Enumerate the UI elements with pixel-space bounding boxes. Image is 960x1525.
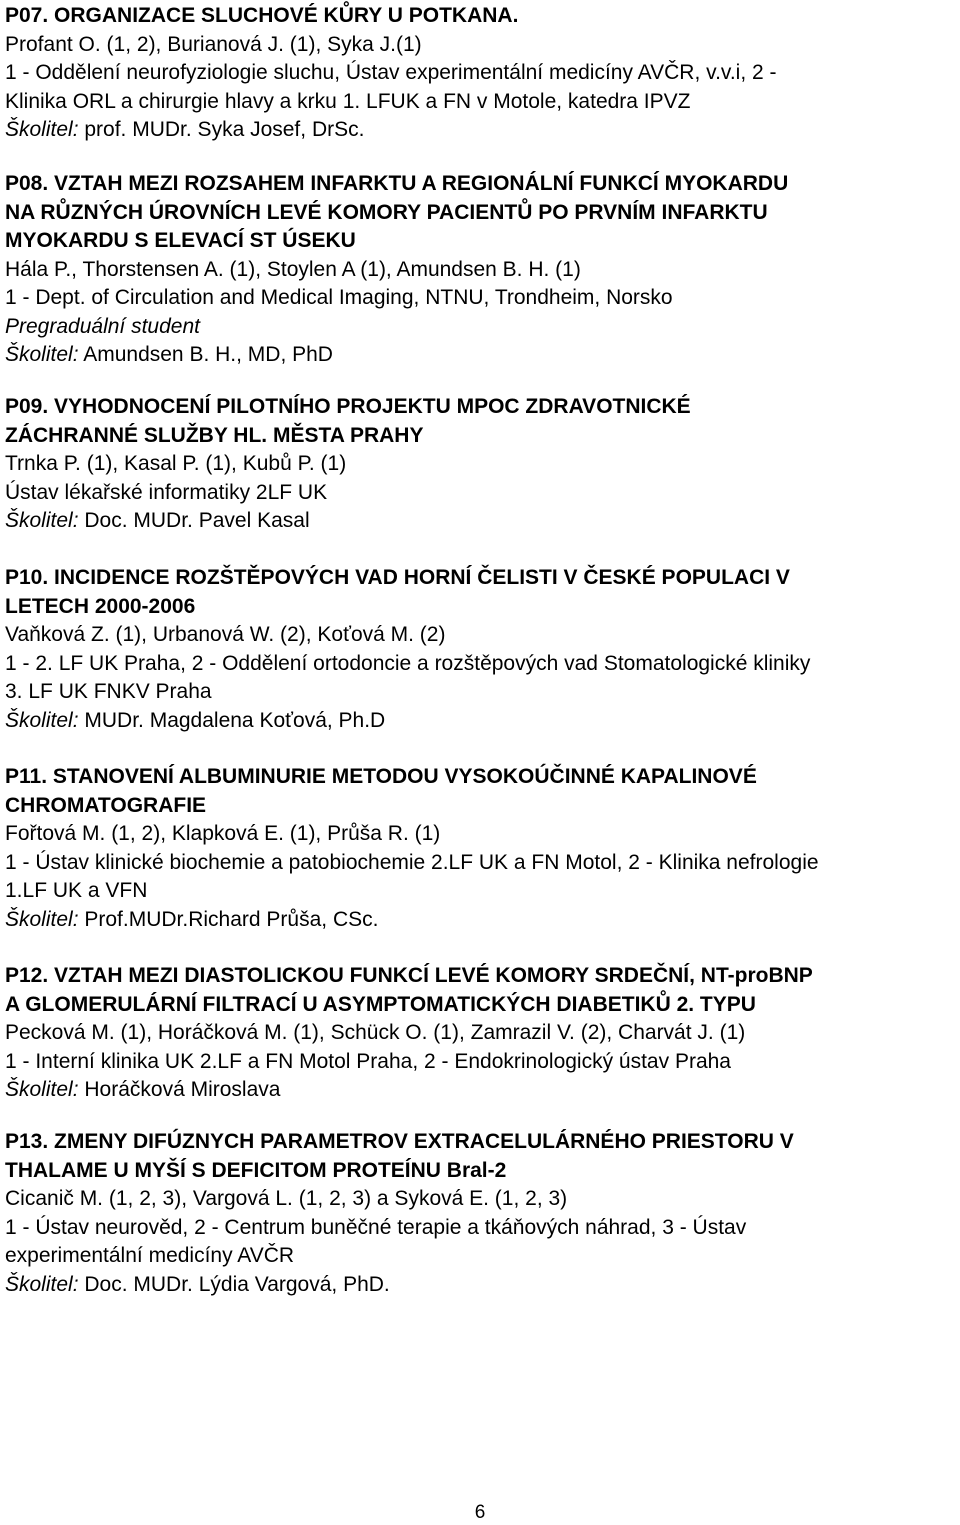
abstract-entry-p13: [5, 1128, 960, 1299]
entry-title-line: ZMENY DIFÚZNYCH PARAMETROV EXTRACELULÁRNÉHO PRIESTORU V: [54, 1130, 794, 1153]
entry-title: [5, 170, 960, 199]
entry-affiliation-line: 1 - Oddělení neurofyziologie sluchu, Ústav experimentální medicíny AVČR, v.v.i, 2 -: [5, 61, 777, 84]
supervisor-label: Školitel:: [5, 907, 79, 931]
entry-authors: Trnka P. (1), Kasal P. (1), Kubů P. (1): [5, 452, 347, 475]
entry-title-line: VYHODNOCENÍ PILOTNÍHO PROJEKTU MPOC ZDRAVOTNICKÉ: [54, 395, 691, 418]
entry-title: [5, 962, 960, 991]
supervisor-name: prof. MUDr. Syka Josef, DrSc.: [84, 118, 365, 141]
entry-title-line: NA RŮZNÝCH ÚROVNÍCH LEVÉ KOMORY PACIENTŮ PO PRVNÍM INFARKTU: [5, 200, 768, 224]
entry-title: [5, 763, 960, 792]
supervisor-label: Školitel:: [5, 509, 79, 532]
entry-title-line: INCIDENCE ROZŠTĚPOVÝCH VAD HORNÍ ČELISTI V ČESKÉ POPULACI V: [54, 566, 790, 589]
supervisor-label: Školitel:: [5, 343, 79, 366]
entry-title: [5, 2, 960, 31]
entry-affiliation-line: 1 - 2. LF UK Praha, 2 - Oddělení ortodoncie a rozštěpových vad Stomatologické kliniky: [5, 651, 811, 675]
entry-code: P08.: [5, 172, 49, 195]
entry-title-line: CHROMATOGRAFIE: [5, 793, 207, 817]
entry-authors: Pecková M. (1), Horáčková M. (1), Schück O. (1), Zamrazil V. (2), Charvát J. (1): [5, 1021, 746, 1044]
entry-code: P09.: [5, 395, 49, 418]
entry-affiliation-line: 1 - Ústav neurověd, 2 - Centrum buněčné terapie a tkáňových náhrad, 3 - Ústav: [5, 1215, 747, 1239]
entry-supervisor: [5, 116, 960, 145]
entry-title-line: VZTAH MEZI DIASTOLICKOU FUNKCÍ LEVÉ KOMORY SRDEČNÍ, NT-proBNP: [54, 964, 813, 987]
entry-affiliation-line: 1.LF UK a VFN: [5, 879, 148, 902]
entry-supervisor: [5, 906, 960, 935]
abstract-entry-p08: [5, 170, 960, 370]
entry-code: P07.: [5, 4, 49, 27]
entry-affiliation-line: 3. LF UK FNKV Praha: [5, 680, 212, 703]
supervisor-label: Školitel:: [5, 1078, 79, 1101]
entry-affiliation-line: experimentální medicíny AVČR: [5, 1244, 295, 1267]
abstract-entry-p12: [5, 962, 960, 1105]
supervisor-label: Školitel:: [5, 708, 79, 732]
entry-affiliation-line: 1 - Interní klinika UK 2.LF a FN Motol Praha, 2 - Endokrinologický ústav Praha: [5, 1049, 731, 1073]
entry-affiliation-line: Klinika ORL a chirurgie hlavy a krku 1. LFUK a FN v Motole, katedra IPVZ: [5, 89, 691, 113]
abstract-entry-p11: [5, 763, 960, 934]
entry-authors: Fořtová M. (1, 2), Klapková E. (1), Průša R. (1): [5, 822, 441, 845]
abstract-entry-p09: [5, 393, 960, 536]
entry-affiliation-line: 1 - Dept. of Circulation and Medical Imaging, NTNU, Trondheim, Norsko: [5, 286, 673, 309]
entry-title: [5, 393, 960, 422]
entry-supervisor: [5, 707, 960, 736]
entry-authors: Hála P., Thorstensen A. (1), Stoylen A (1), Amundsen B. H. (1): [5, 257, 581, 281]
entry-title: [5, 1128, 960, 1157]
entry-supervisor: [5, 507, 960, 536]
supervisor-name: Doc. MUDr. Pavel Kasal: [84, 509, 310, 532]
entry-supervisor: [5, 1271, 960, 1300]
entry-title-line: A GLOMERULÁRNÍ FILTRACÍ U ASYMPTOMATICKÝCH DIABETIKŮ 2. TYPU: [5, 992, 756, 1016]
supervisor-name: Doc. MUDr. Lýdia Vargová, PhD.: [84, 1272, 390, 1296]
entry-code: P10.: [5, 566, 49, 589]
entry-title-line: STANOVENÍ ALBUMINURIE METODOU VYSOKOÚČINNÉ KAPALINOVÉ: [52, 765, 757, 788]
entry-title: [5, 564, 960, 593]
entry-code: P13.: [5, 1130, 49, 1153]
supervisor-label: Školitel:: [5, 118, 79, 141]
supervisor-label: Školitel:: [5, 1272, 79, 1296]
entry-affiliation-line: Ústav lékařské informatiky 2LF UK: [5, 480, 328, 504]
entry-title-line: ZÁCHRANNÉ SLUŽBY HL. MĚSTA PRAHY: [5, 423, 424, 447]
entry-status: Pregraduální student: [5, 314, 200, 338]
supervisor-name: Horáčková Miroslava: [84, 1078, 281, 1101]
supervisor-name: MUDr. Magdalena Koťová, Ph.D: [84, 708, 386, 732]
entry-code: P11.: [5, 765, 48, 788]
entry-title-line: VZTAH MEZI ROZSAHEM INFARKTU A REGIONÁLNÍ FUNKCÍ MYOKARDU: [54, 172, 789, 195]
entry-affiliation-line: 1 - Ústav klinické biochemie a patobiochemie 2.LF UK a FN Motol, 2 - Klinika nefrologie: [5, 850, 819, 874]
page-number: 6: [474, 1502, 486, 1523]
abstract-entry-p07: [5, 2, 960, 145]
supervisor-name: Amundsen B. H., MD, PhD: [83, 343, 333, 366]
abstract-entry-p10: [5, 564, 960, 735]
entry-title-line: MYOKARDU S ELEVACÍ ST ÚSEKU: [5, 229, 356, 252]
entry-title-line: ORGANIZACE SLUCHOVÉ KŮRY U POTKANA.: [54, 4, 519, 27]
entry-title-line: LETECH 2000-2006: [5, 594, 196, 618]
entry-supervisor: [5, 341, 960, 370]
entry-code: P12.: [5, 964, 49, 987]
entry-authors: Profant O. (1, 2), Burianová J. (1), Syka J.(1): [5, 32, 422, 56]
entry-supervisor: [5, 1076, 960, 1105]
entry-authors: Cicanič M. (1, 2, 3), Vargová L. (1, 2, 3) a Syková E. (1, 2, 3): [5, 1187, 568, 1210]
supervisor-name: Prof.MUDr.Richard Průša, CSc.: [84, 907, 379, 931]
entry-authors: Vaňková Z. (1), Urbanová W. (2), Koťová M. (2): [5, 623, 446, 646]
entry-title-line: THALAME U MYŠÍ S DEFICITOM PROTEÍNU Bral-2: [5, 1158, 507, 1182]
